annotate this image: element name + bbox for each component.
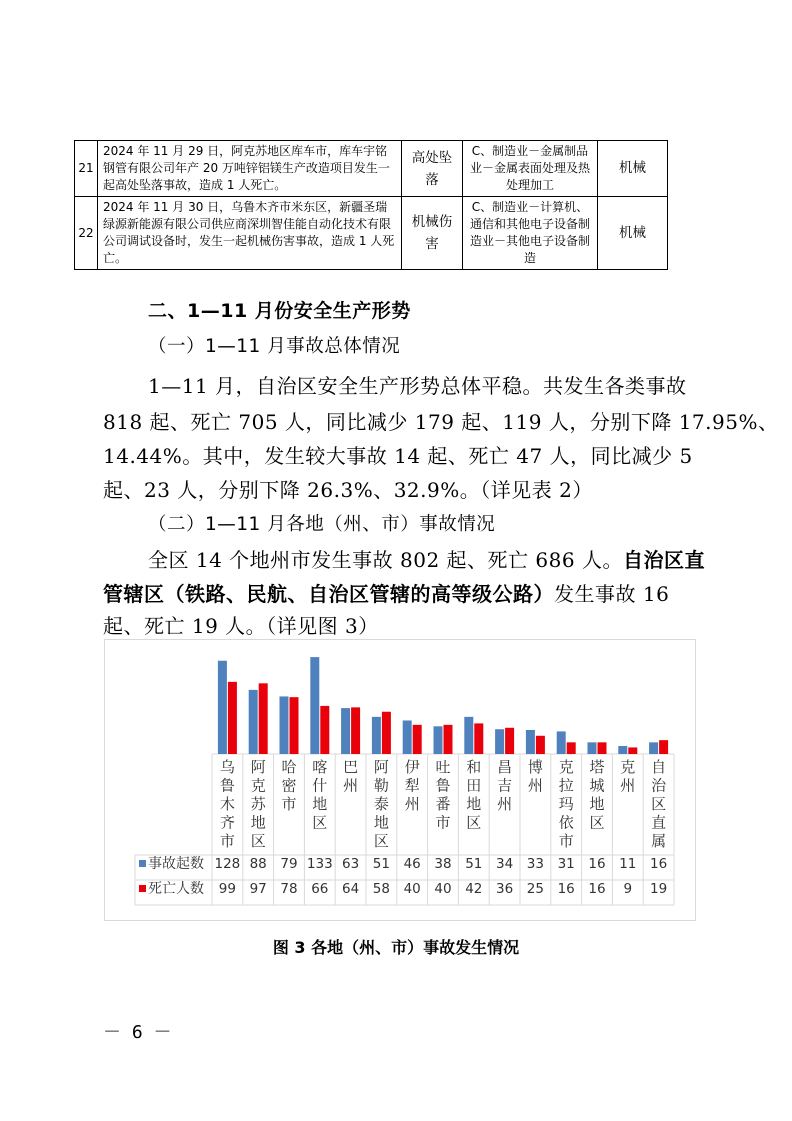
category-label: 喀什地区: [312, 758, 328, 832]
bar-accidents: [495, 729, 504, 754]
data-value: 42: [465, 881, 483, 897]
bar-deaths: [598, 742, 607, 754]
category: 机械: [598, 141, 668, 197]
category-label: 伊犁州: [404, 758, 420, 813]
bar-deaths: [228, 682, 237, 754]
data-value: 25: [526, 881, 544, 897]
paragraph-line: 1—11 月，自治区安全生产形势总体平稳。共发生各类事故: [148, 374, 687, 398]
category-label: 博州: [527, 758, 543, 795]
paragraph-line: 起、23 人，分别下降 26.3%、32.9%。（详见表 2）: [103, 478, 593, 502]
bar-accidents: [341, 708, 350, 754]
paragraph-line: 起、死亡 19 人。（详见图 3）: [103, 614, 379, 638]
industry: C、制造业－计算机、通信和其他电子设备制造业－其他电子设备制造: [463, 197, 598, 270]
bar-accidents: [434, 726, 443, 754]
subsection-heading-1: （一）1—11 月事故总体情况: [148, 336, 401, 357]
bar-deaths: [628, 747, 637, 754]
category: 机械: [598, 197, 668, 270]
accident-type: 机械伤害: [402, 197, 463, 270]
data-value: 58: [372, 881, 390, 897]
category-label: 自治区直属: [651, 758, 667, 850]
table-row: [75, 197, 668, 270]
paragraph-text: 发生事故 16: [554, 582, 670, 606]
page-number: － 6 －: [103, 1022, 172, 1043]
bar-accidents: [618, 746, 627, 754]
data-value: 34: [496, 856, 514, 872]
row-number: 21: [75, 141, 98, 197]
paragraph-bold-text: 自治区直: [622, 548, 705, 572]
category-label: 阿勒泰地区: [373, 758, 389, 850]
section-heading: 二、1—11 月份安全生产形势: [148, 300, 411, 322]
category-label: 昌吉州: [497, 758, 513, 813]
accident-description: 2024 年 11 月 30 日，乌鲁木齐市米东区，新疆圣瑞绿源新能源有限公司供应商深圳智佳能自动化技术有限公司调试设备时，发生一起机械伤害事故，造成 1 人死亡。: [98, 197, 402, 270]
category-label: 哈密市: [281, 758, 297, 813]
bar-accidents: [588, 742, 597, 754]
bar-accidents: [310, 657, 319, 754]
row-number: 22: [75, 197, 98, 270]
accident-type: 高处坠落: [402, 141, 463, 197]
bar-deaths: [259, 683, 268, 754]
data-value: 66: [311, 881, 329, 897]
data-value: 9: [623, 881, 633, 897]
legend-label: 死亡人数: [148, 881, 204, 897]
bar-accidents: [464, 717, 473, 754]
data-value: 88: [249, 856, 267, 872]
bar-deaths: [290, 697, 299, 754]
bar-deaths: [536, 736, 545, 754]
paragraph-line: 14.44%。其中，发生较大事故 14 起、死亡 47 人，同比减少 5: [103, 444, 693, 468]
bar-deaths: [505, 728, 514, 754]
legend-swatch: [139, 885, 146, 892]
category-label: 塔城地区: [589, 758, 605, 832]
bar-accidents: [372, 717, 381, 754]
bar-accidents: [218, 661, 227, 754]
data-value: 38: [434, 856, 452, 872]
bar-deaths: [474, 723, 483, 754]
data-value: 79: [280, 856, 298, 872]
paragraph-line: 818 起、死亡 705 人，同比减少 179 起、119 人，分别下降 17.95%、: [103, 410, 779, 434]
bar-accidents: [526, 730, 535, 754]
bar-deaths: [351, 707, 360, 754]
accident-chart: [104, 639, 696, 921]
bar-accidents: [280, 696, 289, 754]
data-value: 31: [557, 856, 575, 872]
data-value: 16: [588, 881, 606, 897]
data-value: 40: [403, 881, 421, 897]
bar-accidents: [403, 720, 412, 754]
category-label: 阿克苏地区: [250, 758, 266, 850]
paragraph-line: [103, 578, 669, 607]
category-label: 克拉玛依市: [558, 758, 574, 850]
category-label: 克州: [620, 758, 636, 795]
category-label: 巴州: [343, 758, 359, 795]
bar-accidents: [249, 690, 258, 754]
bar-deaths: [567, 742, 576, 754]
data-value: 33: [526, 856, 544, 872]
accident-table: [74, 140, 668, 270]
data-value: 11: [619, 856, 637, 872]
data-value: 19: [650, 881, 668, 897]
data-value: 16: [650, 856, 668, 872]
category-label: 吐鲁番市: [435, 758, 451, 832]
accident-description: 2024 年 11 月 29 日，阿克苏地区库车市，库车宇铭钢管有限公司年产 20 万吨锌铝镁生产改造项目发生一起高处坠落事故，造成 1 人死亡。: [98, 141, 402, 197]
bar-deaths: [659, 740, 668, 754]
data-value: 16: [588, 856, 606, 872]
data-value: 63: [342, 856, 360, 872]
subsection-heading-2: （二）1—11 月各地（州、市）事故情况: [148, 514, 496, 535]
data-value: 99: [218, 881, 236, 897]
data-value: 46: [403, 856, 421, 872]
data-value: 40: [434, 881, 452, 897]
bar-accidents: [557, 731, 566, 754]
figure-title: 图 3 各地（州、市）事故发生情况: [272, 938, 520, 957]
data-value: 78: [280, 881, 298, 897]
paragraph-text: 全区 14 个地州市发生事故 802 起、死亡 686 人。: [148, 548, 623, 572]
bar-deaths: [444, 725, 453, 754]
data-value: 64: [342, 881, 360, 897]
legend-swatch: [139, 860, 146, 867]
paragraph-bold-text: 管辖区（铁路、民航、自治区管辖的高等级公路）: [103, 582, 554, 606]
category-label: 乌鲁木齐市: [219, 758, 235, 850]
bar-deaths: [382, 712, 391, 754]
bar-deaths: [320, 706, 329, 754]
bar-deaths: [413, 725, 422, 754]
paragraph-line: [148, 544, 705, 573]
chart-svg: [105, 640, 695, 920]
legend-label: 事故起数: [148, 856, 204, 872]
data-value: 97: [249, 881, 267, 897]
bar-accidents: [649, 742, 658, 754]
industry: C、制造业－金属制品业－金属表面处理及热处理加工: [463, 141, 598, 197]
category-label: 和田地区: [466, 758, 482, 832]
data-value: 51: [465, 856, 483, 872]
table-row: [75, 141, 668, 197]
data-value: 128: [214, 856, 241, 872]
data-value: 36: [496, 881, 514, 897]
data-value: 51: [372, 856, 390, 872]
data-value: 16: [557, 881, 575, 897]
data-value: 133: [306, 856, 333, 872]
